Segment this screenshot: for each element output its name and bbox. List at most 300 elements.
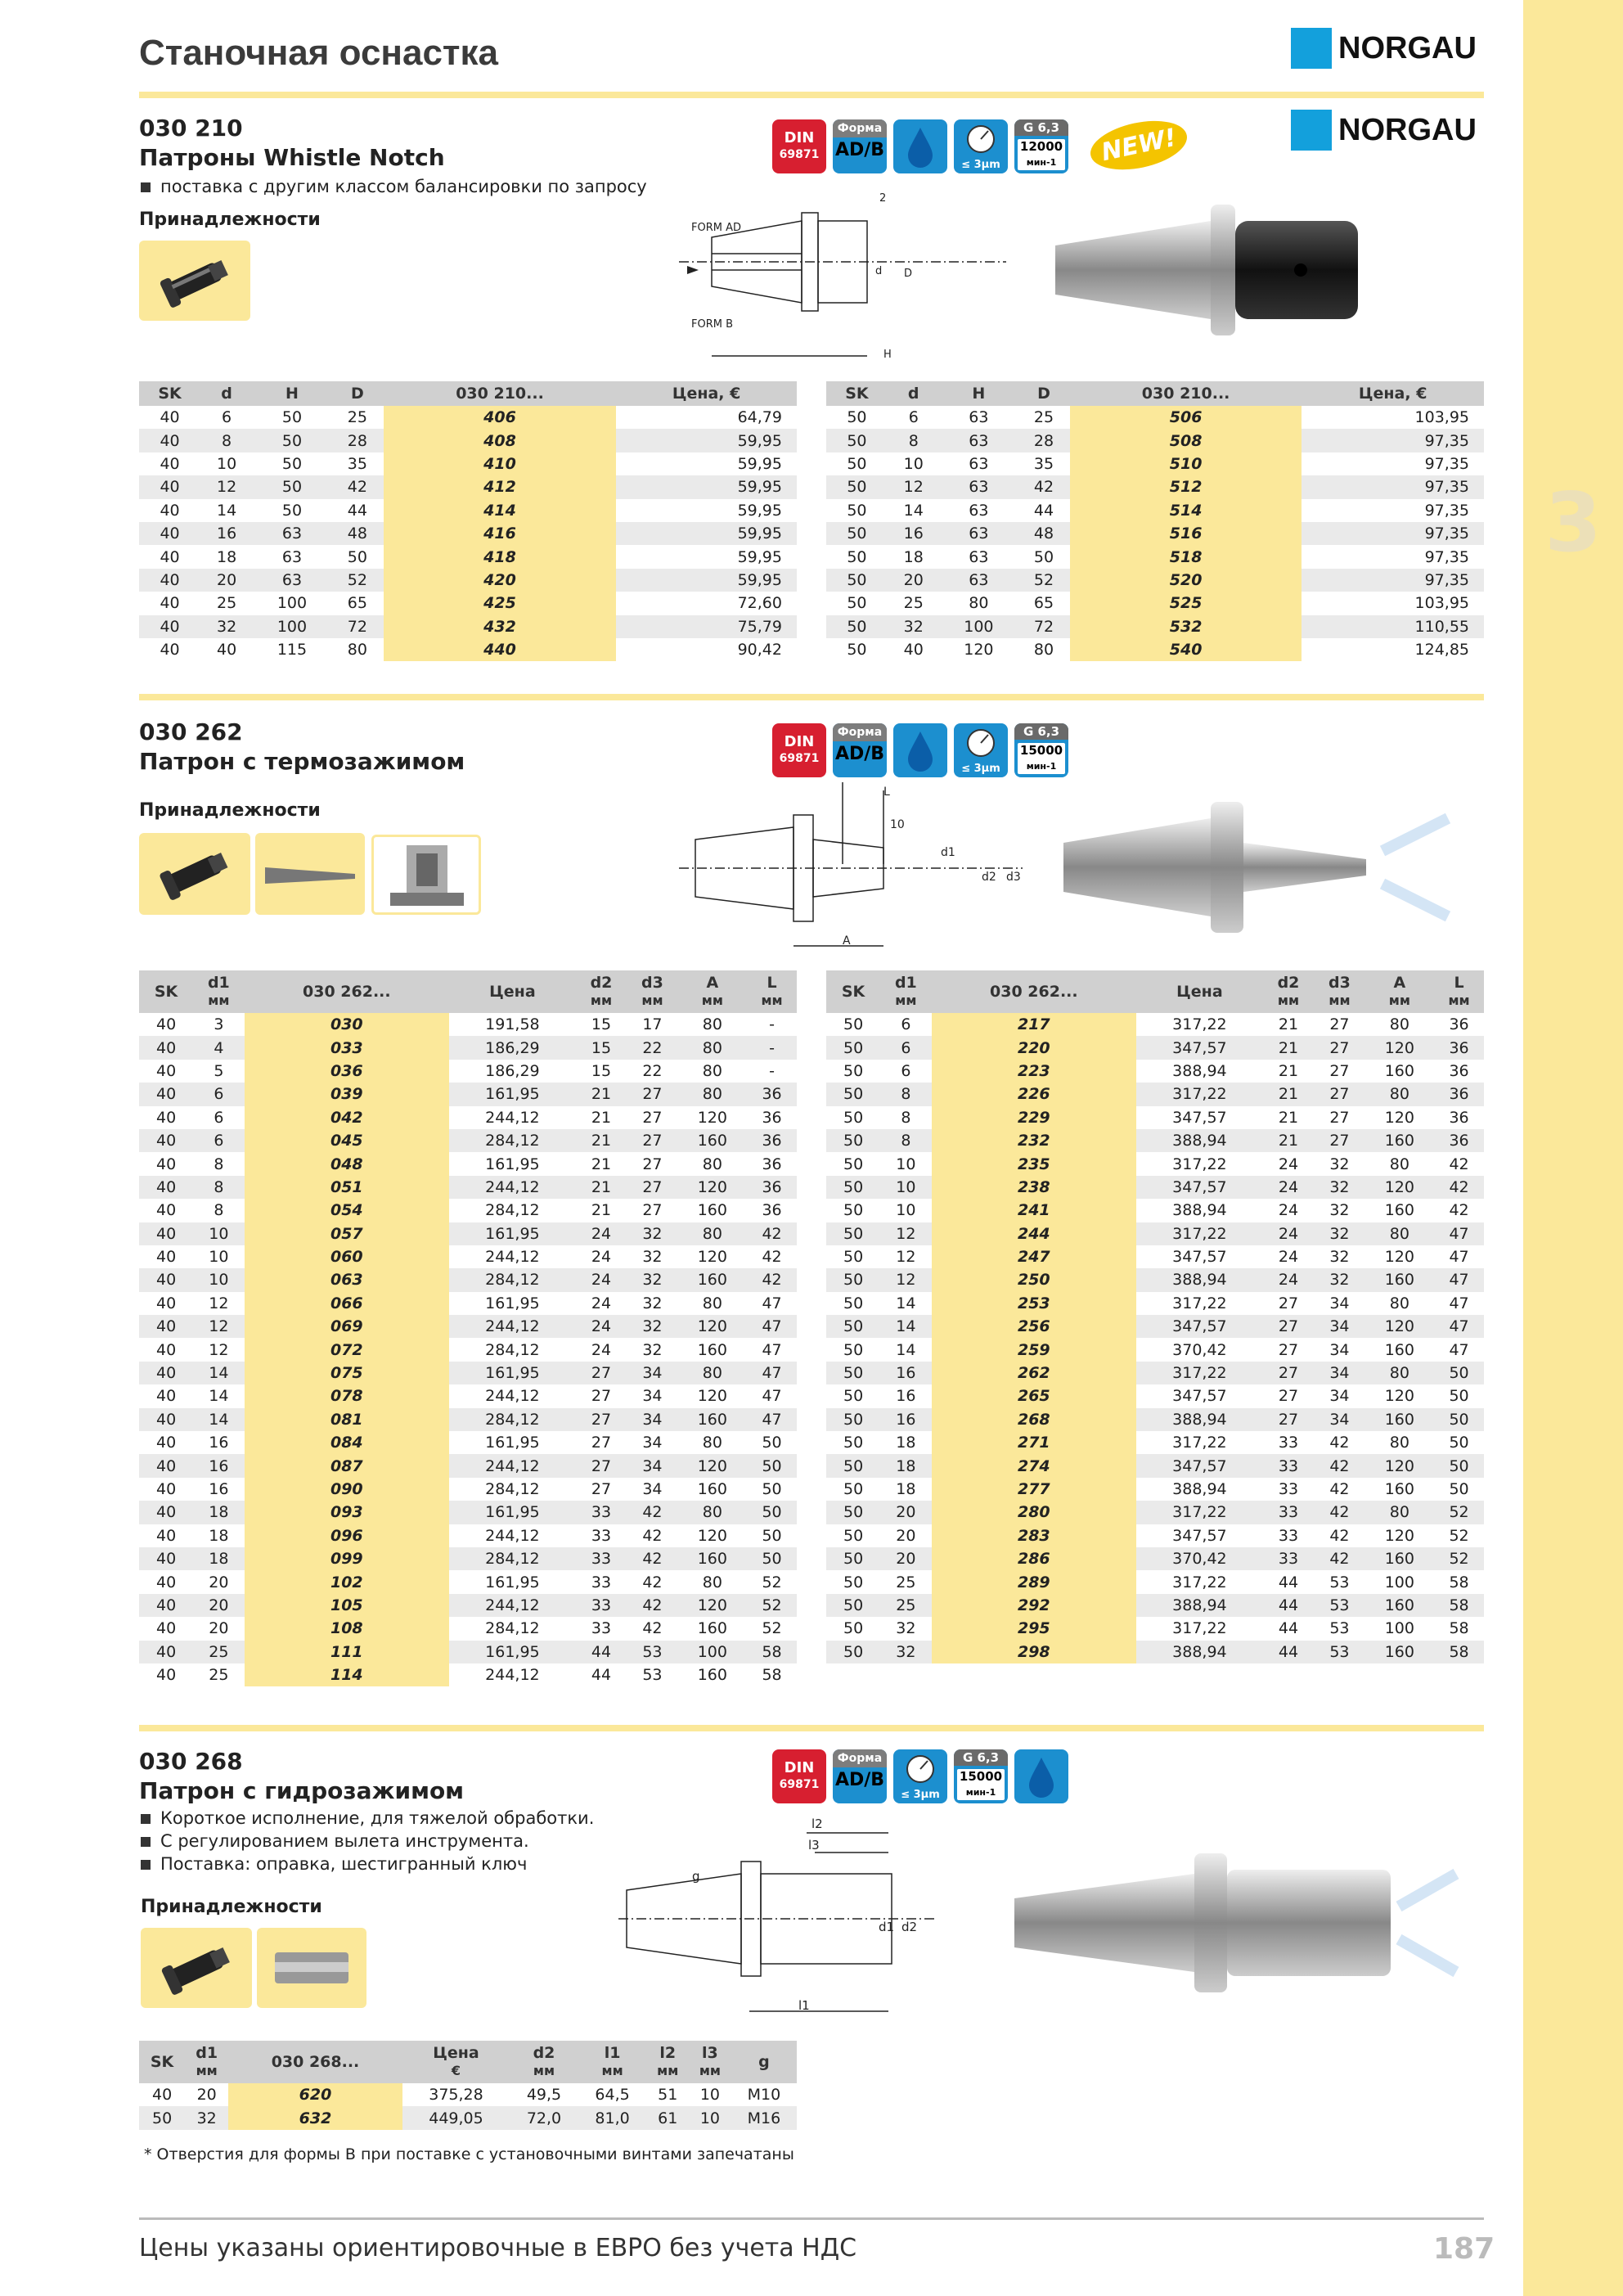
- table-cell: 36: [1434, 1083, 1484, 1105]
- article-number: 048: [245, 1152, 449, 1175]
- table-cell: 103,95: [1414, 594, 1469, 613]
- table-cell: 20: [193, 1594, 244, 1617]
- accessory-sleeve[interactable]: [257, 1928, 366, 2008]
- table-cell: 28: [331, 429, 384, 452]
- table-cell: 40: [139, 1362, 193, 1384]
- table-cell: 8: [193, 1176, 244, 1199]
- table-row: [139, 522, 797, 545]
- table-row: [139, 569, 797, 592]
- table-cell: 47: [762, 1387, 782, 1406]
- table-cell: 80: [678, 1362, 747, 1384]
- article-number: 412: [384, 475, 616, 498]
- table-cell: 58: [1434, 1641, 1484, 1663]
- table-cell: 20: [880, 1547, 931, 1570]
- table-cell: 317,22: [1136, 1083, 1263, 1105]
- table-cell: 15: [591, 1015, 612, 1034]
- table-cell: 50: [847, 408, 867, 427]
- table-row: [826, 1292, 1484, 1315]
- table-cell: 12: [209, 1294, 229, 1312]
- table-cell: 317,22: [1172, 1573, 1227, 1591]
- table-cell: 44: [576, 1641, 627, 1663]
- accessory-extension[interactable]: [255, 833, 365, 915]
- article-number: 066: [245, 1292, 449, 1315]
- pull-stud-icon: [139, 241, 250, 321]
- table-cell: 284,12: [485, 1480, 540, 1498]
- table-cell: 42: [642, 1619, 663, 1638]
- table-row: [139, 1245, 797, 1268]
- table-cell: 50: [1449, 1480, 1469, 1498]
- table-row: [139, 1036, 797, 1059]
- table-cell: 33: [1263, 1454, 1314, 1477]
- table-cell: 6: [901, 1061, 911, 1080]
- table-row: [139, 1152, 797, 1175]
- table-cell: 186,29: [485, 1061, 540, 1080]
- table-cell: 80: [1389, 1155, 1409, 1173]
- table-cell: 6: [880, 1036, 931, 1059]
- table-cell: 317,22: [1172, 1294, 1227, 1312]
- whistle-notch-photo: [1047, 196, 1391, 352]
- table-cell: 27: [1314, 1129, 1364, 1152]
- table-cell: 50: [847, 594, 867, 613]
- table-cell: 36: [762, 1108, 782, 1127]
- table-cell: 160: [697, 1666, 727, 1685]
- table-cell: 32: [1314, 1176, 1364, 1199]
- table-row: [139, 592, 797, 615]
- table-cell: 50: [843, 1573, 864, 1591]
- table-cell: 58: [762, 1666, 782, 1685]
- table-row: [139, 1083, 797, 1105]
- table-cell: 370,42: [1172, 1340, 1227, 1359]
- article-number: 516: [1070, 522, 1302, 545]
- table-cell: 48: [1018, 522, 1070, 545]
- svg-text:l2: l2: [812, 1817, 823, 1831]
- table-row: [826, 1408, 1484, 1431]
- table-cell: 10: [903, 454, 924, 473]
- table-cell: 63: [969, 454, 989, 473]
- table-row: [139, 1315, 797, 1338]
- article-number: 425: [384, 592, 616, 615]
- table-cell: 100: [276, 594, 308, 613]
- table-cell: 370,42: [1136, 1547, 1263, 1570]
- table-cell: 388,94: [1172, 1480, 1227, 1498]
- table-cell: 20: [209, 1573, 229, 1591]
- table-cell: 32: [1314, 1222, 1364, 1245]
- table-cell: 24: [591, 1294, 612, 1312]
- article-number: 292: [932, 1594, 1136, 1617]
- table-cell: 35: [1033, 454, 1054, 473]
- table-cell: 14: [880, 1315, 931, 1338]
- table-cell: 50: [826, 1268, 880, 1291]
- table-row: [826, 592, 1484, 615]
- table-cell: 160: [678, 1547, 747, 1570]
- article-number: 060: [245, 1245, 449, 1268]
- table-row: [139, 1384, 797, 1407]
- page-heading: Станочная оснастка: [139, 33, 498, 73]
- table-cell: 8: [901, 1108, 911, 1127]
- table-cell: 388,94: [1136, 1129, 1263, 1152]
- balance-badge: G 6,3 12000 мин-1: [1014, 119, 1068, 173]
- column-header: A мм: [678, 970, 747, 1013]
- table-cell: 33: [591, 1526, 612, 1545]
- table-cell: 51: [658, 2086, 678, 2105]
- table-cell: 44: [1263, 1641, 1314, 1663]
- shrink-machine-icon: [374, 837, 479, 912]
- article-number: 518: [1070, 545, 1302, 568]
- table-cell: 12: [896, 1248, 916, 1267]
- table-cell: 50: [826, 1315, 880, 1338]
- section-title: Патрон с гидрозажимом: [139, 1777, 465, 1804]
- table-cell: 50: [847, 641, 867, 660]
- table-cell: 32: [1329, 1201, 1350, 1220]
- table-cell: 10: [880, 1176, 931, 1199]
- table-cell: 388,94: [1136, 1641, 1263, 1663]
- svg-text:d1: d1: [941, 846, 955, 859]
- table-cell: 97,35: [1424, 547, 1469, 566]
- article-number: 268: [932, 1408, 1136, 1431]
- table-cell: 40: [139, 1268, 193, 1291]
- table-cell: 284,12: [449, 1129, 576, 1152]
- table-cell: 40: [155, 1248, 177, 1267]
- table-cell: 34: [642, 1434, 663, 1452]
- table-cell: 52: [762, 1619, 782, 1638]
- table-cell: 42: [642, 1526, 663, 1545]
- article-number: 286: [932, 1547, 1136, 1570]
- column-header: d2 мм: [510, 2041, 578, 2083]
- section-title: Патрон с термозажимом: [139, 748, 465, 775]
- svg-text:l1: l1: [798, 1998, 810, 2013]
- table-cell: 21: [591, 1155, 612, 1173]
- table-cell: 375,28: [429, 2086, 483, 2105]
- accessory-pull-stud[interactable]: [139, 833, 250, 915]
- table-cell: 24: [576, 1268, 627, 1291]
- svg-text:10: 10: [890, 818, 905, 831]
- table-cell: 50: [139, 2106, 185, 2129]
- table-cell: 284,12: [485, 1619, 540, 1638]
- table-cell: 50: [843, 1526, 864, 1545]
- table-s2-sk50: [826, 970, 1484, 1663]
- table-cell: 64,79: [737, 408, 782, 427]
- table-cell: 44: [591, 1666, 612, 1685]
- table-row: [139, 1060, 797, 1083]
- column-header: H: [940, 381, 1018, 406]
- table-cell: 15: [591, 1061, 612, 1080]
- column-header: Цена, €: [1302, 381, 1484, 406]
- table-row: [826, 569, 1484, 592]
- precision-gauge-icon: ≤ 3µm: [893, 1749, 947, 1803]
- table-row: [139, 452, 797, 475]
- table-cell: 120: [1384, 1526, 1414, 1545]
- table-row: [826, 1431, 1484, 1454]
- table-row: [826, 1641, 1484, 1663]
- table-cell: 36: [1449, 1015, 1469, 1034]
- table-cell: 27: [627, 1083, 677, 1105]
- table-cell: 65: [1033, 594, 1054, 613]
- table-cell: 50: [826, 429, 888, 452]
- table-cell: 80: [678, 1501, 747, 1524]
- svg-text:L: L: [883, 786, 890, 799]
- table-cell: 40: [139, 569, 200, 592]
- table-row: [826, 429, 1484, 452]
- article-number: 274: [932, 1454, 1136, 1477]
- table-cell: 50: [826, 1362, 880, 1384]
- table-cell: 80: [702, 1573, 722, 1591]
- table-cell: 42: [1449, 1155, 1469, 1173]
- table-cell: 27: [1329, 1108, 1350, 1127]
- table-cell: 44: [1278, 1573, 1299, 1591]
- table-cell: 191,58: [485, 1015, 540, 1034]
- table-cell: 50: [826, 1594, 880, 1617]
- table-cell: 317,22: [1172, 1619, 1227, 1638]
- table-cell: 15: [576, 1036, 627, 1059]
- table-cell: 8: [880, 1129, 931, 1152]
- table-cell: 40: [160, 547, 180, 566]
- table-cell: 40: [139, 475, 200, 498]
- table-cell: 40: [160, 454, 180, 473]
- table-cell: 160: [1384, 1201, 1414, 1220]
- table-cell: 50: [762, 1526, 782, 1545]
- table-row: [826, 1478, 1484, 1501]
- table-cell: 120: [1365, 1036, 1434, 1059]
- table-cell: 120: [697, 1387, 727, 1406]
- table-cell: 33: [591, 1619, 612, 1638]
- table-cell: 8: [214, 1155, 224, 1173]
- table-cell: 347,57: [1136, 1454, 1263, 1477]
- table-cell: 32: [642, 1294, 663, 1312]
- table-cell: 50: [826, 1129, 880, 1152]
- article-number: 063: [245, 1268, 449, 1291]
- table-row: [826, 1060, 1484, 1083]
- table-cell: 6: [222, 408, 232, 427]
- divider: [139, 92, 1484, 98]
- table-cell: 27: [1329, 1015, 1350, 1034]
- table-cell: 24: [1263, 1176, 1314, 1199]
- table-row: [139, 1501, 797, 1524]
- table-cell: 27: [627, 1176, 677, 1199]
- table-cell: 40: [155, 1155, 177, 1173]
- table-cell: 32: [200, 615, 253, 638]
- table-cell: 40: [155, 1108, 177, 1127]
- table-cell: -: [769, 1015, 775, 1034]
- table-cell: 27: [591, 1434, 612, 1452]
- table-cell: 34: [1329, 1387, 1350, 1406]
- table-cell: 5: [214, 1061, 224, 1080]
- table-cell: 50: [1449, 1434, 1469, 1452]
- article-number: 540: [1070, 638, 1302, 661]
- table-cell: 317,22: [1136, 1501, 1263, 1524]
- table-cell: 21: [576, 1083, 627, 1105]
- accessory-pull-stud[interactable]: [139, 241, 250, 321]
- table-cell: 59,95: [616, 475, 797, 498]
- table-row: [826, 1036, 1484, 1059]
- column-header: l3 мм: [689, 2041, 731, 2083]
- table-cell: -: [747, 1036, 797, 1059]
- brand-name: NORGAU: [1338, 30, 1477, 65]
- table-cell: 36: [762, 1155, 782, 1173]
- table-cell: 33: [576, 1547, 627, 1570]
- article-number: 416: [384, 522, 616, 545]
- table-cell: 50: [826, 1547, 880, 1570]
- footer-text: Цены указаны ориентировочные в ЕВРО без учета НДС: [139, 2234, 857, 2262]
- table-cell: 50: [826, 569, 888, 592]
- table-cell: 161,95: [485, 1155, 540, 1173]
- table-cell: 63: [969, 547, 989, 566]
- table-cell: 12: [193, 1315, 244, 1338]
- table-row: [826, 1454, 1484, 1477]
- article-number: 232: [932, 1129, 1136, 1152]
- table-cell: 58: [747, 1641, 797, 1663]
- article-number: 256: [932, 1315, 1136, 1338]
- table-cell: 244,12: [485, 1387, 540, 1406]
- table-cell: 110,55: [1302, 615, 1484, 638]
- svg-text:d3: d3: [1006, 871, 1021, 884]
- table-cell: 50: [747, 1547, 797, 1570]
- table-cell: 27: [627, 1129, 677, 1152]
- table-cell: 53: [1314, 1594, 1364, 1617]
- table-cell: 80: [1389, 1015, 1409, 1034]
- table-cell: 27: [576, 1408, 627, 1431]
- table-cell: 50: [826, 1083, 880, 1105]
- table-cell: 64,5: [595, 2086, 630, 2105]
- table-cell: 36: [762, 1201, 782, 1220]
- table-cell: 97,35: [1424, 501, 1469, 520]
- table-cell: 40: [155, 1387, 177, 1406]
- article-number: 226: [932, 1083, 1136, 1105]
- table-cell: 20: [196, 2086, 217, 2105]
- article-number: 520: [1070, 569, 1302, 592]
- table-cell: 50: [843, 1201, 864, 1220]
- table-row: [826, 1106, 1484, 1129]
- article-number: 283: [932, 1524, 1136, 1547]
- hydro-chuck-photo: [1006, 1841, 1464, 2005]
- table-cell: 63: [281, 547, 303, 566]
- column-header: d3 мм: [627, 970, 677, 1013]
- table-cell: 10: [209, 1248, 229, 1267]
- table-row: [139, 1408, 797, 1431]
- table-cell: 160: [697, 1619, 727, 1638]
- table-cell: 40: [139, 1315, 193, 1338]
- table-cell: 33: [576, 1501, 627, 1524]
- table-cell: 27: [1314, 1036, 1364, 1059]
- table-cell: 40: [139, 1222, 193, 1245]
- table-cell: 50: [826, 522, 888, 545]
- article-number: 420: [384, 569, 616, 592]
- table-cell: 80: [702, 1294, 722, 1312]
- accessory-pull-stud[interactable]: [141, 1928, 252, 2008]
- table-cell: 244,12: [485, 1526, 540, 1545]
- table-cell: 16: [200, 522, 253, 545]
- spec-badges: [772, 119, 1068, 173]
- article-number: 114: [245, 1663, 449, 1686]
- table-cell: 40: [139, 522, 200, 545]
- table-cell: 120: [697, 1108, 727, 1127]
- table-cell: 40: [139, 1594, 193, 1617]
- table-cell: 47: [762, 1294, 782, 1312]
- table-cell: 97,35: [1424, 454, 1469, 473]
- table-cell: 32: [1314, 1268, 1364, 1291]
- article-number: 410: [384, 452, 616, 475]
- table-cell: 27: [642, 1155, 663, 1173]
- table-cell: 317,22: [1136, 1222, 1263, 1245]
- table-cell: 16: [880, 1362, 931, 1384]
- table-cell: 42: [627, 1501, 677, 1524]
- table-cell: 40: [139, 1641, 193, 1663]
- table-cell: 20: [888, 569, 940, 592]
- table-cell: 161,95: [449, 1083, 576, 1105]
- table-cell: 52: [747, 1594, 797, 1617]
- coolant-drop-icon: [893, 723, 947, 777]
- table-cell: 52: [1434, 1501, 1484, 1524]
- table-cell: 42: [1329, 1434, 1350, 1452]
- table-cell: 53: [642, 1666, 663, 1685]
- form-badge: Форма AD/B: [833, 119, 887, 173]
- table-cell: 12: [209, 1340, 229, 1359]
- table-cell: 6: [901, 1015, 911, 1034]
- table-cell: 21: [1278, 1108, 1299, 1127]
- table-row: [139, 1176, 797, 1199]
- accessory-shrink-unit[interactable]: [371, 835, 481, 915]
- table-row: [139, 1478, 797, 1501]
- article-number: 432: [384, 615, 616, 638]
- shrink-chuck-photo: [1055, 794, 1464, 949]
- table-cell: 40: [155, 1340, 177, 1359]
- article-number: 087: [245, 1454, 449, 1477]
- table-cell: 40: [139, 1083, 193, 1105]
- column-header: H: [253, 381, 331, 406]
- table-cell: 347,57: [1136, 1176, 1263, 1199]
- article-number: 262: [932, 1362, 1136, 1384]
- table-cell: 244,12: [485, 1108, 540, 1127]
- table-cell: 14: [209, 1387, 229, 1406]
- column-header: l2 мм: [646, 2041, 689, 2083]
- chapter-sidebar: [1523, 0, 1623, 2296]
- table-row: [139, 1129, 797, 1152]
- table-cell: 40: [160, 641, 180, 660]
- divider: [139, 1725, 1484, 1731]
- table-cell: 80: [702, 1015, 722, 1034]
- table-row: [826, 1547, 1484, 1570]
- table-row: [826, 1524, 1484, 1547]
- table-cell: 6: [193, 1129, 244, 1152]
- table-cell: 50: [1434, 1362, 1484, 1384]
- table-cell: 14: [216, 501, 237, 520]
- precision-gauge-icon: ≤ 3µm: [954, 119, 1008, 173]
- table-cell: 21: [1263, 1129, 1314, 1152]
- table-row: [139, 1617, 797, 1640]
- table-cell: 53: [1329, 1619, 1350, 1638]
- table-cell: 18: [896, 1434, 916, 1452]
- table-cell: 317,22: [1172, 1015, 1227, 1034]
- article-number: 057: [245, 1222, 449, 1245]
- column-header: d: [888, 381, 940, 406]
- article-number: 508: [1070, 429, 1302, 452]
- article-number: 084: [245, 1431, 449, 1454]
- table-cell: 27: [1314, 1083, 1364, 1105]
- table-cell: 50: [1434, 1454, 1484, 1477]
- table-cell: 18: [880, 1454, 931, 1477]
- table-cell: 244,12: [485, 1248, 540, 1267]
- table-cell: 14: [193, 1408, 244, 1431]
- table-cell: 160: [1384, 1061, 1414, 1080]
- table-cell: 27: [1263, 1315, 1314, 1338]
- table-cell: 50: [347, 547, 367, 566]
- table-cell: 40: [139, 1129, 193, 1152]
- table-cell: 61: [646, 2106, 689, 2129]
- table-cell: 42: [1314, 1501, 1364, 1524]
- article-number: 506: [1070, 406, 1302, 429]
- table-cell: 50: [826, 1036, 880, 1059]
- table-cell: 50: [843, 1155, 864, 1173]
- accessories-label: Принадлежности: [139, 800, 321, 821]
